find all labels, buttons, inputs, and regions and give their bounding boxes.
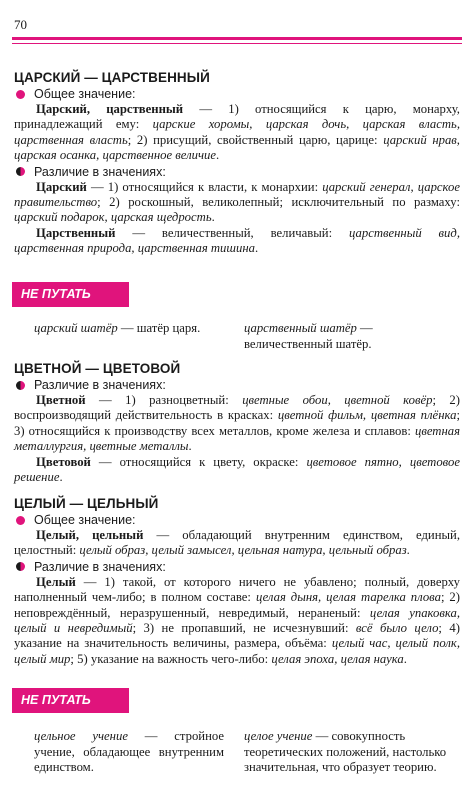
term: Целый [36, 574, 76, 589]
example: царственный вид, царственная природа, царственная тишина [14, 225, 460, 256]
example: цветная металлургия, цветные металлы [14, 423, 460, 454]
text: — 1) относящийся к царю, монарху, принадлежащий ему: [14, 102, 460, 132]
example: целая дыня, целая тарелка плова [255, 590, 441, 605]
marker-label: Различие в значениях: [34, 559, 166, 574]
term: Царственный [36, 225, 116, 240]
text: — шатёр царя. [117, 321, 201, 335]
definition-paragraph [14, 455, 460, 486]
marker-label: Различие в значениях: [34, 164, 166, 179]
text: — относящийся к цвету, окраске: [90, 454, 307, 469]
term: Цветовой [36, 454, 91, 469]
example: целая упаковка, целый и невредимый [14, 605, 460, 636]
term: Царский [36, 179, 87, 194]
text: . [211, 210, 215, 225]
half-circle-icon [16, 167, 25, 176]
ne-putat-badge: НЕ ПУТАТЬ [12, 688, 129, 713]
example: цельное учение [34, 729, 128, 743]
text: ; 2) неповреждённый, неразрушенный, невредимый, нераненый: [14, 590, 460, 620]
example: цветной фильм, цветная плёнка [277, 408, 457, 423]
text: . [403, 651, 407, 666]
example: царственный шатёр [244, 321, 357, 335]
example: целый час, целый полк, целый мир [14, 636, 460, 666]
text: ; 4) указание на значительность величины, размера, объёма: [14, 621, 460, 651]
example: царский шатёр [34, 321, 118, 335]
marker-label: Общее значение: [34, 513, 136, 527]
bullet-icon [16, 90, 25, 99]
text: . [406, 543, 410, 558]
text: . [59, 470, 63, 485]
definition-paragraph [14, 102, 460, 164]
example: целый образ, целый замысел, цельная натура, цельный образ [79, 543, 407, 558]
text: — обладающий внутренним единством, единый, целостный: [14, 528, 460, 558]
example: цветовое пятно, цветовое решение [14, 454, 460, 485]
term: Царский, царственный [36, 102, 184, 116]
header-rule [12, 37, 462, 40]
section-title: ЦВЕТНОЙ — ЦВЕТОВОЙ [14, 361, 181, 376]
example: царские хоромы, царская дочь, царская власть, царственная власть [14, 117, 460, 147]
example: царский генерал, царское правительство [14, 179, 460, 210]
section-title: ЦАРСКИЙ — ЦАРСТВЕННЫЙ [14, 70, 210, 85]
example: царский подарок, царская щедрость [14, 210, 212, 225]
difference-marker [14, 165, 460, 179]
difference-marker [14, 378, 460, 392]
text: — величественный шатёр. [244, 321, 373, 351]
definition-paragraph [14, 393, 460, 455]
example: цветные обои, цветной ковёр [242, 393, 433, 407]
text: . [254, 241, 259, 256]
text: ; 2) воспроизводящий действительность в красках: [14, 393, 460, 423]
term: Целый, цельный [36, 528, 144, 542]
example: царский нрав, царская осанка, царственное величие [14, 132, 460, 163]
text: — 1) такой, от которого ничего не убавлено; полный, доверху наполненный чем-либо; в полном составе: [14, 574, 460, 605]
text: . [216, 148, 220, 163]
text: ; 3) не пропавший, не исчезнувший: [132, 621, 356, 636]
text: ; 2) роскошный, великолепный; исключительный по размаху: [97, 195, 460, 210]
compare-left [34, 729, 224, 776]
general-meaning-marker [14, 87, 460, 101]
text: — совокупность теоретических положений, настолько значительная, что образует теорию. [244, 729, 447, 774]
text: ; 5) указание на важность чего-либо: [70, 651, 272, 666]
text: ; 3) относящийся к производству всех металлов, кроме железа и сплавов: [14, 408, 460, 438]
ne-putat-badge: НЕ ПУТАТЬ [12, 282, 129, 307]
compare-right [244, 729, 448, 776]
term: Цветной [36, 393, 86, 407]
definition-paragraph [14, 180, 460, 226]
general-meaning-marker [14, 513, 460, 527]
text: ; 2) присущий, свойственный царю, царице: [127, 132, 384, 147]
example: всё было цело [355, 621, 439, 636]
text: — стройное учение, обладающее внутренним единством. [34, 729, 224, 774]
section-tsarskiy [14, 64, 460, 257]
text: — 1) разноцветный: [85, 393, 243, 407]
section-title: ЦЕЛЫЙ — ЦЕЛЬНЫЙ [14, 496, 159, 511]
bullet-icon [16, 516, 25, 525]
marker-label: Общее значение: [34, 87, 136, 101]
text: . [188, 439, 192, 454]
text: — величественный, величавый: [115, 225, 350, 240]
compare-right [244, 321, 444, 352]
half-circle-icon [16, 381, 25, 390]
definition-paragraph [14, 575, 460, 667]
definition-paragraph [14, 528, 460, 559]
definition-paragraph [14, 226, 460, 257]
header-rule-thin [12, 43, 462, 44]
half-circle-icon [16, 562, 25, 571]
section-tselyy [14, 490, 460, 667]
page-number: 70 [14, 17, 27, 32]
example: целое учение [244, 729, 313, 743]
example: целая эпоха, целая наука [271, 651, 404, 666]
text: — 1) относящийся к власти, к монархии: [86, 179, 323, 194]
marker-label: Различие в значениях: [34, 378, 166, 392]
compare-left [34, 321, 224, 337]
section-tsvetnoy [14, 355, 460, 485]
difference-marker [14, 560, 460, 574]
